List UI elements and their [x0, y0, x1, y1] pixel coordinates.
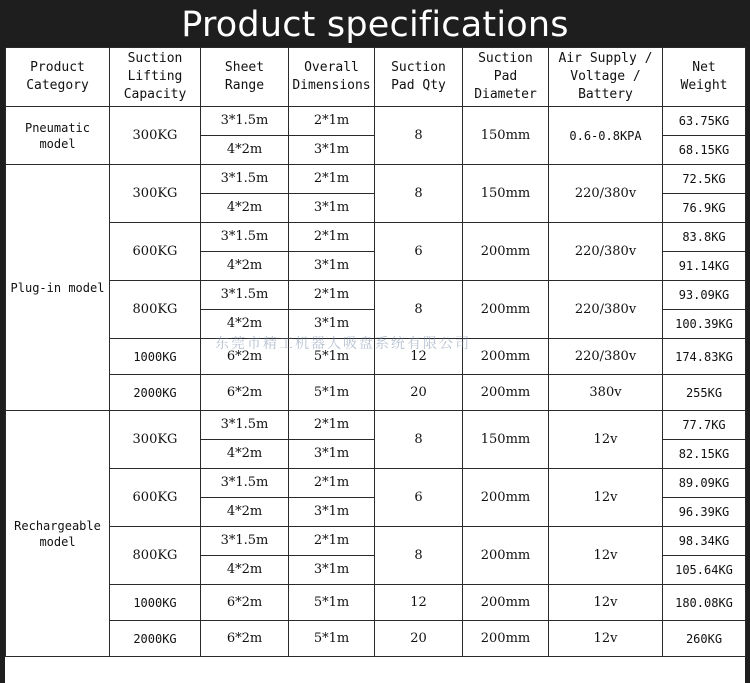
dimension-cell: 5*1m	[289, 585, 375, 621]
weight-cell: 174.83KG	[663, 339, 746, 375]
sheet-cell: 6*2m	[201, 375, 289, 411]
sheet-cell: 6*2m	[201, 339, 289, 375]
capacity-cell: 300KG	[110, 107, 201, 165]
dimension-cell: 2*1m	[289, 107, 375, 136]
dimension-cell: 3*1m	[289, 136, 375, 165]
supply-cell: 12v	[549, 527, 663, 585]
capacity-cell: 1000KG	[110, 339, 201, 375]
capacity-cell: 300KG	[110, 165, 201, 223]
supply-cell: 220/380v	[549, 165, 663, 223]
sheet-cell: 3*1.5m	[201, 165, 289, 194]
dimension-cell: 5*1m	[289, 621, 375, 657]
page-title: Product specifications	[181, 4, 569, 45]
table-row	[6, 375, 746, 411]
supply-cell: 12v	[549, 469, 663, 527]
capacity-cell: 300KG	[110, 411, 201, 469]
supply-cell: 220/380v	[549, 281, 663, 339]
diameter-cell: 200mm	[463, 375, 549, 411]
dimension-cell: 3*1m	[289, 252, 375, 281]
watermark: 东莞市精工机器人吸盘系统有限公司	[215, 336, 471, 352]
sheet-cell: 4*2m	[201, 440, 289, 469]
table-row	[6, 527, 746, 556]
table-row	[6, 469, 746, 498]
table-row	[6, 281, 746, 310]
weight-cell: 260KG	[663, 621, 746, 657]
sheet-cell: 4*2m	[201, 136, 289, 165]
weight-cell: 72.5KG	[663, 165, 746, 194]
dimension-cell: 3*1m	[289, 440, 375, 469]
qty-cell: 8	[375, 411, 463, 469]
dimension-cell: 3*1m	[289, 556, 375, 585]
header-suction-lifting-capacity: Suction Lifting Capacity	[110, 48, 201, 107]
weight-cell: 105.64KG	[663, 556, 746, 585]
sheet-cell: 3*1.5m	[201, 527, 289, 556]
category-cell: Pneumatic model	[6, 107, 110, 165]
dimension-cell: 3*1m	[289, 310, 375, 339]
sheet-cell: 4*2m	[201, 310, 289, 339]
diameter-cell: 200mm	[463, 621, 549, 657]
weight-cell: 96.39KG	[663, 498, 746, 527]
weight-cell: 63.75KG	[663, 107, 746, 136]
table-row	[6, 107, 746, 136]
supply-cell: 12v	[549, 585, 663, 621]
dimension-cell: 2*1m	[289, 411, 375, 440]
dimension-cell: 5*1m	[289, 375, 375, 411]
sheet-cell: 3*1.5m	[201, 411, 289, 440]
sheet-cell: 6*2m	[201, 585, 289, 621]
weight-cell: 91.14KG	[663, 252, 746, 281]
qty-cell: 12	[375, 585, 463, 621]
spec-table-container	[5, 47, 745, 683]
sheet-cell: 3*1.5m	[201, 469, 289, 498]
weight-cell: 100.39KG	[663, 310, 746, 339]
title-bar	[0, 0, 750, 47]
qty-cell: 12	[375, 339, 463, 375]
header-product-category: Product Category	[6, 48, 110, 107]
qty-cell: 6	[375, 469, 463, 527]
qty-cell: 6	[375, 223, 463, 281]
header-net-weight: Net Weight	[663, 48, 746, 107]
supply-cell: 380v	[549, 375, 663, 411]
weight-cell: 82.15KG	[663, 440, 746, 469]
weight-cell: 89.09KG	[663, 469, 746, 498]
qty-cell: 8	[375, 107, 463, 165]
diameter-cell: 200mm	[463, 469, 549, 527]
sheet-cell: 3*1.5m	[201, 107, 289, 136]
weight-cell: 98.34KG	[663, 527, 746, 556]
category-cell: Plug-in model	[6, 165, 110, 411]
diameter-cell: 200mm	[463, 339, 549, 375]
header-overall-dimensions: Overall Dimensions	[289, 48, 375, 107]
dimension-cell: 2*1m	[289, 469, 375, 498]
diameter-cell: 150mm	[463, 411, 549, 469]
table-row	[6, 585, 746, 621]
diameter-cell: 200mm	[463, 223, 549, 281]
supply-cell: 12v	[549, 411, 663, 469]
header-suction-pad-diameter: Suction Pad Diameter	[463, 48, 549, 107]
weight-cell: 83.8KG	[663, 223, 746, 252]
capacity-cell: 600KG	[110, 223, 201, 281]
sheet-cell: 3*1.5m	[201, 223, 289, 252]
capacity-cell: 800KG	[110, 527, 201, 585]
capacity-cell: 2000KG	[110, 621, 201, 657]
table-row	[6, 339, 746, 375]
dimension-cell: 2*1m	[289, 281, 375, 310]
diameter-cell: 150mm	[463, 107, 549, 165]
category-cell: Rechargeable model	[6, 411, 110, 657]
sheet-cell: 4*2m	[201, 194, 289, 223]
header-sheet-range: Sheet Range	[201, 48, 289, 107]
header-suction-pad-qty: Suction Pad Qty	[375, 48, 463, 107]
sheet-cell: 4*2m	[201, 252, 289, 281]
header-row	[6, 48, 746, 107]
weight-cell: 68.15KG	[663, 136, 746, 165]
diameter-cell: 200mm	[463, 281, 549, 339]
weight-cell: 255KG	[663, 375, 746, 411]
supply-cell: 12v	[549, 621, 663, 657]
qty-cell: 20	[375, 621, 463, 657]
capacity-cell: 800KG	[110, 281, 201, 339]
dimension-cell: 2*1m	[289, 223, 375, 252]
capacity-cell: 1000KG	[110, 585, 201, 621]
qty-cell: 20	[375, 375, 463, 411]
dimension-cell: 2*1m	[289, 527, 375, 556]
sheet-cell: 4*2m	[201, 498, 289, 527]
table-row	[6, 223, 746, 252]
supply-cell: 220/380v	[549, 339, 663, 375]
table-row	[6, 621, 746, 657]
weight-cell: 93.09KG	[663, 281, 746, 310]
sheet-cell: 3*1.5m	[201, 281, 289, 310]
dimension-cell: 5*1m	[289, 339, 375, 375]
qty-cell: 8	[375, 527, 463, 585]
dimension-cell: 3*1m	[289, 194, 375, 223]
supply-cell: 0.6-0.8KPA	[549, 107, 663, 165]
diameter-cell: 150mm	[463, 165, 549, 223]
diameter-cell: 200mm	[463, 527, 549, 585]
capacity-cell: 2000KG	[110, 375, 201, 411]
table-row	[6, 165, 746, 194]
weight-cell: 77.7KG	[663, 411, 746, 440]
diameter-cell: 200mm	[463, 585, 549, 621]
supply-cell: 220/380v	[549, 223, 663, 281]
qty-cell: 8	[375, 281, 463, 339]
weight-cell: 180.08KG	[663, 585, 746, 621]
table-row	[6, 411, 746, 440]
dimension-cell: 2*1m	[289, 165, 375, 194]
dimension-cell: 3*1m	[289, 498, 375, 527]
sheet-cell: 6*2m	[201, 621, 289, 657]
spec-table	[5, 47, 746, 657]
header-air-supply: Air Supply / Voltage / Battery	[549, 48, 663, 107]
capacity-cell: 600KG	[110, 469, 201, 527]
weight-cell: 76.9KG	[663, 194, 746, 223]
sheet-cell: 4*2m	[201, 556, 289, 585]
qty-cell: 8	[375, 165, 463, 223]
